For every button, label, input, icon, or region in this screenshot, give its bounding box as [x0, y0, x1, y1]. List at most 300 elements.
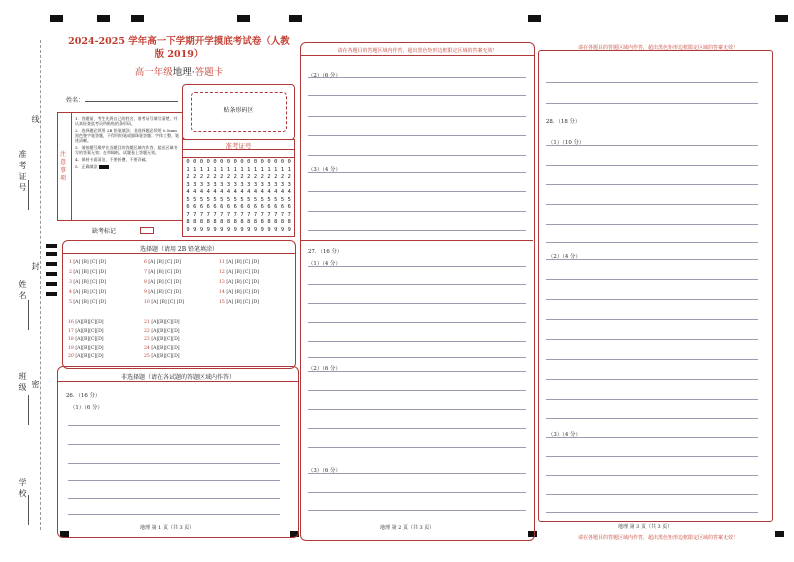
choice-question-18[interactable] [68, 337, 104, 342]
exam-number-bubble[interactable]: 6 [233, 204, 237, 210]
exam-number-bubble[interactable]: 7 [274, 211, 278, 218]
exam-number-bubble[interactable]: 7 [280, 211, 285, 218]
exam-number-bubble[interactable]: 0 [287, 159, 291, 165]
exam-number-bubble[interactable]: 7 [260, 211, 264, 218]
answer-line[interactable] [308, 135, 526, 136]
choice-bubble-d[interactable]: [D] [98, 290, 107, 295]
exam-number-bubble[interactable]: 1 [260, 166, 264, 173]
choice-bubble-a[interactable]: [A] [148, 290, 157, 295]
exam-number-bubble[interactable]: 8 [193, 219, 197, 225]
choice-bubble-b[interactable]: [B] [81, 290, 91, 295]
exam-number-bubble[interactable]: 4 [267, 189, 271, 195]
choice-bubble-d[interactable]: [D] [98, 270, 107, 275]
exam-number-bubble[interactable]: 5 [287, 196, 291, 203]
exam-number-bubble[interactable]: 0 [186, 159, 190, 165]
choice-question-7[interactable] [144, 270, 181, 275]
choice-question-13[interactable] [219, 280, 259, 285]
exam-number-bubble[interactable]: 5 [193, 196, 197, 203]
choice-bubble-c[interactable]: [C] [243, 270, 252, 275]
answer-line[interactable] [546, 494, 758, 495]
choice-bubble-d[interactable]: [D] [98, 260, 107, 265]
exam-number-bubble[interactable]: 8 [213, 219, 217, 225]
exam-number-bubble[interactable]: 6 [193, 204, 197, 210]
exam-number-bubble[interactable]: 1 [233, 166, 237, 173]
exam-number-bubble[interactable]: 1 [267, 166, 271, 173]
choice-bubble-b[interactable]: [B] [234, 280, 244, 285]
choice-bubble-b[interactable]: [B] [156, 270, 166, 275]
choice-bubble-b[interactable]: [B] [234, 270, 244, 275]
exam-number-bubble[interactable]: 7 [199, 211, 204, 218]
exam-number-bubble[interactable]: 3 [247, 181, 251, 188]
exam-number-bubble[interactable]: 6 [240, 204, 244, 210]
choice-bubble-d[interactable]: [D] [172, 320, 180, 325]
choice-bubble-c[interactable]: [C] [165, 290, 174, 295]
exam-number-bubble[interactable]: 8 [186, 219, 190, 225]
exam-number-bubble[interactable]: 2 [199, 174, 204, 180]
exam-number-bubble[interactable]: 2 [220, 174, 224, 180]
answer-line[interactable] [68, 425, 280, 426]
answer-line[interactable] [546, 82, 758, 83]
choice-bubble-d[interactable]: [D] [172, 328, 180, 334]
answer-line[interactable] [308, 230, 526, 231]
exam-number-bubble[interactable]: 7 [240, 211, 244, 218]
answer-line[interactable] [546, 339, 758, 340]
choice-bubble-c[interactable]: [C] [243, 260, 252, 265]
choice-question-11[interactable] [219, 260, 259, 265]
answer-line[interactable] [308, 357, 526, 358]
choice-bubble-b[interactable]: [B] [158, 328, 166, 334]
choice-bubble-d[interactable]: [D] [176, 300, 184, 305]
exam-number-bubble[interactable]: 7 [206, 211, 210, 218]
answer-line[interactable] [308, 473, 526, 474]
exam-number-bubble[interactable]: 3 [267, 181, 271, 188]
choice-bubble-c[interactable]: [C] [165, 260, 174, 265]
exam-number-bubble[interactable]: 7 [213, 211, 217, 218]
exam-number-bubble[interactable]: 0 [213, 159, 217, 165]
choice-question-22[interactable] [144, 329, 180, 334]
exam-number-bubble[interactable]: 5 [233, 196, 237, 203]
exam-number-bubble[interactable]: 4 [240, 189, 244, 195]
exam-number-bubble[interactable]: 5 [226, 196, 231, 203]
choice-bubble-a[interactable]: [A] [148, 260, 157, 265]
choice-bubble-c[interactable]: [C] [243, 300, 252, 305]
choice-bubble-a[interactable]: [A] [151, 328, 159, 334]
choice-question-5[interactable] [69, 300, 106, 305]
exam-number-bubble[interactable]: 8 [220, 219, 224, 225]
answer-line[interactable] [546, 242, 758, 243]
answer-line[interactable] [68, 498, 280, 499]
exam-number-bubble[interactable]: 7 [193, 211, 197, 218]
exam-number-bubble[interactable]: 4 [213, 189, 217, 195]
answer-line[interactable] [308, 191, 526, 192]
exam-number-bubble[interactable]: 4 [287, 189, 291, 195]
exam-number-bubble[interactable]: 7 [186, 211, 190, 218]
exam-number-bubble[interactable]: 0 [220, 159, 224, 165]
exam-number-bubble[interactable]: 4 [280, 189, 285, 195]
answer-line[interactable] [308, 447, 526, 448]
exam-number-bubble[interactable]: 1 [193, 166, 197, 173]
exam-number-bubble[interactable]: 9 [253, 226, 258, 233]
exam-number-bubble[interactable]: 9 [274, 226, 278, 233]
exam-number-bubble[interactable]: 6 [226, 204, 231, 210]
choice-bubble-b[interactable]: [B] [81, 280, 91, 285]
exam-number-bubble[interactable]: 9 [280, 226, 285, 233]
answer-line[interactable] [308, 428, 526, 429]
exam-number-bubble[interactable]: 1 [220, 166, 224, 173]
choice-question-1[interactable] [69, 260, 106, 265]
answer-line[interactable] [546, 475, 758, 476]
exam-number-bubble[interactable]: 0 [260, 159, 264, 165]
exam-number-bubble[interactable]: 4 [233, 189, 237, 195]
answer-line[interactable] [546, 103, 758, 104]
choice-bubble-a[interactable]: [A] [75, 320, 83, 325]
exam-number-bubble[interactable]: 2 [247, 174, 251, 180]
exam-number-bubble[interactable]: 2 [240, 174, 244, 180]
choice-bubble-a[interactable]: [A] [148, 280, 157, 285]
exam-number-bubble[interactable]: 6 [199, 204, 204, 210]
choice-bubble-b[interactable]: [B] [156, 280, 166, 285]
exam-number-bubble[interactable]: 1 [240, 166, 244, 173]
choice-bubble-c[interactable]: [C] [165, 270, 174, 275]
choice-bubble-d[interactable]: [D] [172, 337, 180, 342]
choice-bubble-b[interactable]: [B] [158, 337, 166, 342]
exam-number-bubble[interactable]: 1 [280, 166, 285, 173]
choice-bubble-d[interactable]: [D] [96, 328, 104, 334]
exam-number-bubble[interactable]: 9 [213, 226, 217, 233]
choice-bubble-c[interactable]: [C] [165, 337, 173, 342]
answer-line[interactable] [308, 341, 526, 342]
choice-question-21[interactable] [144, 320, 180, 325]
choice-bubble-b[interactable]: [B] [158, 320, 166, 325]
exam-number-bubble[interactable]: 5 [206, 196, 210, 203]
exam-number-bubble[interactable]: 4 [253, 189, 258, 195]
name-field[interactable] [85, 101, 178, 102]
exam-number-bubble[interactable]: 8 [240, 219, 244, 225]
answer-line[interactable] [308, 510, 526, 511]
choice-bubble-a[interactable]: [A] [151, 337, 159, 342]
exam-number-bubble[interactable]: 4 [206, 189, 210, 195]
choice-bubble-b[interactable]: [B] [156, 260, 166, 265]
answer-line[interactable] [308, 371, 526, 372]
exam-number-bubble[interactable]: 0 [280, 159, 285, 165]
exam-number-bubble[interactable]: 2 [260, 174, 264, 180]
choice-question-20[interactable] [68, 354, 104, 359]
exam-number-bubble[interactable]: 3 [260, 181, 264, 188]
exam-number-bubble[interactable]: 8 [233, 219, 237, 225]
exam-number-bubble[interactable]: 6 [274, 204, 278, 210]
exam-number-bubble[interactable]: 3 [213, 181, 217, 188]
answer-line[interactable] [546, 319, 758, 320]
answer-line[interactable] [546, 204, 758, 205]
choice-bubble-c[interactable]: [C] [89, 320, 97, 325]
absent-checkbox[interactable] [140, 227, 154, 234]
choice-bubble-a[interactable]: [A] [226, 260, 235, 265]
answer-line[interactable] [546, 359, 758, 360]
choice-bubble-a[interactable]: [A] [151, 300, 160, 305]
exam-number-bubble[interactable]: 6 [186, 204, 190, 210]
exam-number-bubble[interactable]: 6 [287, 204, 291, 210]
exam-number-grid[interactable] [185, 159, 293, 235]
exam-number-bubble[interactable]: 9 [199, 226, 204, 233]
exam-number-bubble[interactable]: 1 [186, 166, 190, 173]
answer-line[interactable] [308, 492, 526, 493]
choice-question-3[interactable] [69, 280, 106, 285]
exam-number-bubble[interactable]: 5 [247, 196, 251, 203]
exam-number-bubble[interactable]: 2 [186, 174, 190, 180]
exam-number-bubble[interactable]: 3 [274, 181, 278, 188]
answer-line[interactable] [546, 184, 758, 185]
exam-number-bubble[interactable]: 8 [287, 219, 291, 225]
choice-question-14[interactable] [219, 290, 259, 295]
exam-number-bubble[interactable]: 2 [193, 174, 197, 180]
exam-number-bubble[interactable]: 4 [199, 189, 204, 195]
exam-number-bubble[interactable]: 6 [280, 204, 285, 210]
answer-line[interactable] [308, 172, 526, 173]
choice-bubble-a[interactable]: [A] [73, 300, 82, 305]
choice-bubble-b[interactable]: [B] [82, 320, 90, 325]
choice-bubble-d[interactable]: [D] [251, 280, 259, 285]
exam-number-bubble[interactable]: 8 [280, 219, 285, 225]
exam-number-bubble[interactable]: 8 [274, 219, 278, 225]
answer-line[interactable] [546, 259, 758, 260]
answer-line[interactable] [68, 480, 280, 481]
exam-number-bubble[interactable]: 5 [260, 196, 264, 203]
exam-number-bubble[interactable]: 5 [280, 196, 285, 203]
choice-bubble-a[interactable]: [A] [73, 290, 82, 295]
choice-bubble-c[interactable]: [C] [243, 280, 252, 285]
exam-number-bubble[interactable]: 5 [240, 196, 244, 203]
exam-number-bubble[interactable]: 8 [253, 219, 258, 225]
choice-bubble-d[interactable]: [D] [96, 345, 104, 351]
exam-number-bubble[interactable]: 5 [199, 196, 204, 203]
exam-number-bubble[interactable]: 5 [220, 196, 224, 203]
choice-bubble-a[interactable]: [A] [226, 270, 235, 275]
exam-number-bubble[interactable]: 1 [226, 166, 231, 173]
exam-number-bubble[interactable]: 9 [267, 226, 271, 233]
choice-bubble-c[interactable]: [C] [89, 345, 97, 351]
choice-question-15[interactable] [219, 300, 259, 305]
exam-number-bubble[interactable]: 2 [267, 174, 271, 180]
answer-line[interactable] [308, 390, 526, 391]
choice-bubble-c[interactable]: [C] [243, 290, 252, 295]
choice-bubble-c[interactable]: [C] [165, 280, 174, 285]
choice-bubble-a[interactable]: [A] [73, 270, 82, 275]
choice-bubble-a[interactable]: [A] [75, 354, 83, 359]
answer-line[interactable] [546, 399, 758, 400]
exam-number-bubble[interactable]: 1 [199, 166, 204, 173]
answer-line[interactable] [308, 77, 526, 78]
exam-number-bubble[interactable]: 8 [247, 219, 251, 225]
choice-question-10[interactable] [144, 300, 184, 305]
exam-number-bubble[interactable]: 6 [247, 204, 251, 210]
choice-bubble-a[interactable]: [A] [151, 345, 159, 351]
exam-number-bubble[interactable]: 3 [226, 181, 231, 188]
exam-number-bubble[interactable]: 8 [226, 219, 231, 225]
exam-number-bubble[interactable]: 1 [287, 166, 291, 173]
exam-number-bubble[interactable]: 3 [186, 181, 190, 188]
choice-bubble-d[interactable]: [D] [251, 300, 259, 305]
answer-line[interactable] [308, 409, 526, 410]
exam-number-bubble[interactable]: 8 [199, 219, 204, 225]
choice-bubble-c[interactable]: [C] [165, 345, 173, 351]
exam-number-bubble[interactable]: 6 [267, 204, 271, 210]
exam-number-bubble[interactable]: 3 [253, 181, 258, 188]
exam-number-bubble[interactable]: 2 [274, 174, 278, 180]
exam-number-bubble[interactable]: 7 [220, 211, 224, 218]
exam-number-bubble[interactable]: 6 [260, 204, 264, 210]
choice-bubble-d[interactable]: [D] [173, 280, 182, 285]
answer-line[interactable] [546, 379, 758, 380]
exam-number-bubble[interactable]: 2 [233, 174, 237, 180]
choice-bubble-c[interactable]: [C] [89, 328, 97, 334]
choice-bubble-b[interactable]: [B] [81, 270, 91, 275]
choice-bubble-d[interactable]: [D] [98, 300, 107, 305]
choice-bubble-d[interactable]: [D] [173, 270, 182, 275]
exam-number-bubble[interactable]: 1 [247, 166, 251, 173]
exam-number-bubble[interactable]: 9 [233, 226, 237, 233]
choice-bubble-b[interactable]: [B] [82, 328, 90, 334]
choice-bubble-a[interactable]: [A] [75, 345, 83, 351]
answer-line[interactable] [546, 279, 758, 280]
exam-number-bubble[interactable]: 6 [206, 204, 210, 210]
answer-line[interactable] [308, 284, 526, 285]
choice-bubble-b[interactable]: [B] [81, 300, 91, 305]
exam-number-bubble[interactable]: 5 [213, 196, 217, 203]
exam-number-bubble[interactable]: 4 [193, 189, 197, 195]
exam-number-bubble[interactable]: 3 [220, 181, 224, 188]
exam-number-bubble[interactable]: 3 [199, 181, 204, 188]
exam-number-bubble[interactable]: 9 [193, 226, 197, 233]
exam-number-bubble[interactable]: 0 [247, 159, 251, 165]
exam-number-bubble[interactable]: 4 [226, 189, 231, 195]
exam-number-bubble[interactable]: 2 [213, 174, 217, 180]
answer-line[interactable] [308, 95, 526, 96]
choice-bubble-b[interactable]: [B] [159, 300, 169, 305]
exam-number-bubble[interactable]: 0 [199, 159, 204, 165]
choice-bubble-d[interactable]: [D] [96, 354, 104, 359]
choice-bubble-a[interactable]: [A] [151, 320, 159, 325]
exam-number-bubble[interactable]: 2 [287, 174, 291, 180]
choice-bubble-d[interactable]: [D] [251, 290, 259, 295]
choice-question-19[interactable] [68, 346, 104, 351]
exam-number-bubble[interactable]: 5 [186, 196, 190, 203]
choice-bubble-c[interactable]: [C] [165, 354, 173, 359]
choice-bubble-d[interactable]: [D] [96, 320, 104, 325]
exam-number-bubble[interactable]: 4 [220, 189, 224, 195]
choice-bubble-c[interactable]: [C] [90, 290, 99, 295]
answer-line[interactable] [546, 224, 758, 225]
exam-number-bubble[interactable]: 0 [233, 159, 237, 165]
exam-number-bubble[interactable]: 0 [253, 159, 258, 165]
answer-line[interactable] [546, 299, 758, 300]
choice-question-6[interactable] [144, 260, 181, 265]
exam-number-bubble[interactable]: 3 [233, 181, 237, 188]
choice-bubble-b[interactable]: [B] [234, 300, 244, 305]
answer-line[interactable] [68, 463, 280, 464]
answer-line[interactable] [68, 444, 280, 445]
choice-bubble-c[interactable]: [C] [89, 337, 97, 342]
choice-bubble-b[interactable]: [B] [82, 337, 90, 342]
choice-question-9[interactable] [144, 290, 181, 295]
choice-bubble-c[interactable]: [C] [168, 300, 177, 305]
choice-question-25[interactable] [144, 354, 180, 359]
choice-bubble-a[interactable]: [A] [73, 280, 82, 285]
choice-bubble-c[interactable]: [C] [90, 300, 99, 305]
exam-number-bubble[interactable]: 3 [240, 181, 244, 188]
choice-bubble-a[interactable]: [A] [148, 270, 157, 275]
exam-number-bubble[interactable]: 4 [186, 189, 190, 195]
exam-number-bubble[interactable]: 7 [233, 211, 237, 218]
answer-line[interactable] [546, 165, 758, 166]
choice-bubble-a[interactable]: [A] [226, 300, 235, 305]
answer-line[interactable] [546, 437, 758, 438]
exam-number-bubble[interactable]: 1 [206, 166, 210, 173]
exam-number-bubble[interactable]: 0 [240, 159, 244, 165]
choice-bubble-c[interactable]: [C] [89, 354, 97, 359]
exam-number-bubble[interactable]: 2 [206, 174, 210, 180]
exam-number-bubble[interactable]: 9 [186, 226, 190, 233]
exam-number-bubble[interactable]: 9 [240, 226, 244, 233]
choice-bubble-b[interactable]: [B] [234, 260, 244, 265]
choice-bubble-d[interactable]: [D] [172, 354, 180, 359]
choice-bubble-d[interactable]: [D] [173, 290, 182, 295]
answer-line[interactable] [308, 322, 526, 323]
exam-number-bubble[interactable]: 3 [287, 181, 291, 188]
exam-number-bubble[interactable]: 4 [260, 189, 264, 195]
exam-number-bubble[interactable]: 5 [274, 196, 278, 203]
choice-bubble-c[interactable]: [C] [165, 320, 173, 325]
exam-number-bubble[interactable]: 5 [253, 196, 258, 203]
exam-number-bubble[interactable]: 7 [226, 211, 231, 218]
exam-number-bubble[interactable]: 1 [253, 166, 258, 173]
choice-bubble-b[interactable]: [B] [158, 345, 166, 351]
exam-number-bubble[interactable]: 9 [220, 226, 224, 233]
exam-number-bubble[interactable]: 8 [206, 219, 210, 225]
exam-number-bubble[interactable]: 9 [260, 226, 264, 233]
exam-number-bubble[interactable]: 6 [220, 204, 224, 210]
choice-bubble-b[interactable]: [B] [82, 345, 90, 351]
answer-line[interactable] [308, 303, 526, 304]
exam-number-bubble[interactable]: 7 [267, 211, 271, 218]
choice-question-16[interactable] [68, 320, 104, 325]
choice-bubble-a[interactable]: [A] [226, 290, 235, 295]
exam-number-bubble[interactable]: 1 [213, 166, 217, 173]
exam-number-bubble[interactable]: 8 [267, 219, 271, 225]
answer-line[interactable] [308, 211, 526, 212]
choice-bubble-b[interactable]: [B] [234, 290, 244, 295]
exam-number-bubble[interactable]: 6 [213, 204, 217, 210]
choice-bubble-c[interactable]: [C] [90, 280, 99, 285]
exam-number-bubble[interactable]: 0 [206, 159, 210, 165]
answer-line[interactable] [546, 418, 758, 419]
exam-number-bubble[interactable]: 1 [274, 166, 278, 173]
answer-line[interactable] [546, 512, 758, 513]
choice-bubble-a[interactable]: [A] [75, 328, 83, 334]
exam-number-bubble[interactable]: 0 [193, 159, 197, 165]
choice-question-2[interactable] [69, 270, 106, 275]
exam-number-bubble[interactable]: 3 [206, 181, 210, 188]
exam-number-bubble[interactable]: 0 [267, 159, 271, 165]
choice-bubble-a[interactable]: [A] [73, 260, 82, 265]
choice-bubble-b[interactable]: [B] [158, 354, 166, 359]
choice-question-17[interactable] [68, 329, 104, 334]
choice-bubble-a[interactable]: [A] [226, 280, 235, 285]
exam-number-bubble[interactable]: 0 [274, 159, 278, 165]
exam-number-bubble[interactable]: 2 [226, 174, 231, 180]
choice-bubble-b[interactable]: [B] [156, 290, 166, 295]
exam-number-bubble[interactable]: 2 [280, 174, 285, 180]
exam-number-bubble[interactable]: 3 [193, 181, 197, 188]
